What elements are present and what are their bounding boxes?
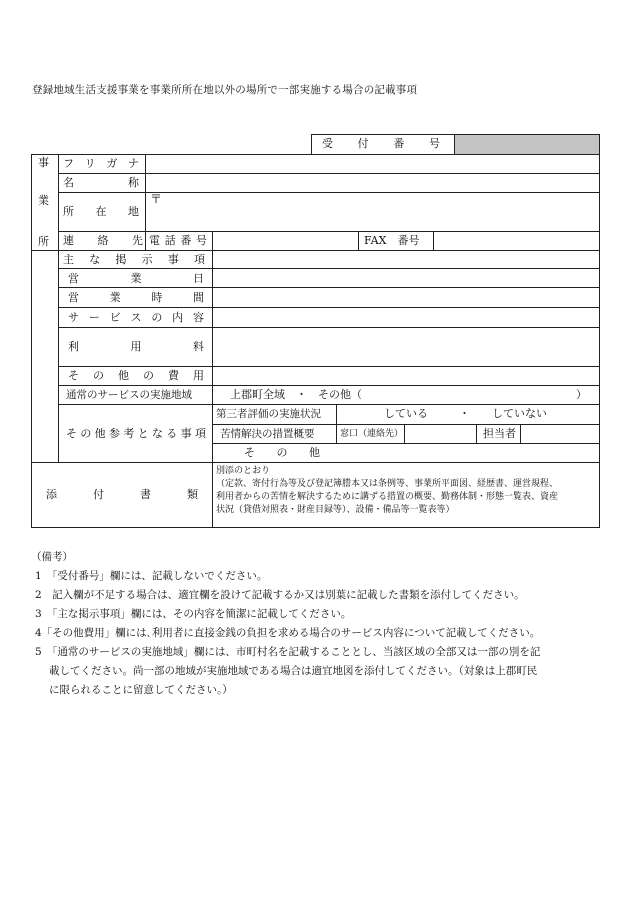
phone-label: 電 話 番 号 (149, 234, 207, 247)
service-content-label: サ ー ビ ス の 内 容 (68, 311, 204, 324)
attachment-label: 添 付 書 類 (46, 488, 198, 501)
service-area-label: 通常のサービスの実施地域 (66, 389, 192, 401)
attachment-line-2: （定款、寄付行為等及び登記簿謄本又は条例等、事業所平面図、経歴書、運営規程、 (216, 479, 559, 489)
note-2: 2 記入欄が不足する場合は、適宜欄を設けて記載するか又は別葉に記載した書類を添付してください。 (35, 589, 525, 601)
fee-label: 利 用 料 (68, 340, 204, 353)
not-done-option[interactable]: していない (492, 407, 547, 420)
attachment-line-1: 別添のとおり (216, 466, 271, 476)
phone-field[interactable] (213, 232, 358, 250)
furigana-field[interactable] (146, 155, 599, 173)
note-4: 4「その他費用」欄には､利用者に直接金銭の負担を求める場合のサービス内容について記載してください。 (35, 627, 541, 639)
business-section-label: 事 (38, 156, 49, 169)
business-hours-label: 営 業 時 間 (68, 291, 204, 304)
address-label: 所 在 地 (63, 205, 139, 218)
fax-field[interactable] (434, 232, 599, 250)
person-in-charge-label: 担当者 (483, 427, 516, 440)
other-reference-label: そ の 他 参 考 と な る 事 項 (66, 427, 206, 440)
fax-label: FAX 番号 (364, 234, 420, 247)
business-section-label-2: 業 (38, 194, 49, 207)
note-5b: 載してください。尚一部の地域が実施地域である場合は適宜地図を添付してください。（対象は上郡町民 (49, 665, 538, 677)
third-party-eval-label: 第三者評価の実施状況 (216, 408, 321, 420)
main-notices-label: 主 な 掲 示 事 項 (63, 253, 205, 266)
attachment-line-4: 状況（貸借対照表・財産目録等）、設備・備品等一覧表等） (216, 505, 455, 515)
document-title: 登録地域生活支援事業を事業所所在地以外の場所で一部実施する場合の記載事項 (32, 84, 418, 96)
receipt-number-field[interactable] (455, 135, 599, 154)
receipt-number-label: 受 付 番 号 (322, 137, 440, 150)
service-area-close: ） (576, 388, 587, 401)
other-label: そ の 他 (244, 446, 320, 459)
service-area-value: 上郡町全域 ・ その他（ (230, 388, 362, 401)
address-field[interactable] (160, 193, 599, 231)
complaint-label: 苦情解決の措置概要 (220, 428, 315, 440)
name-label: 名 称 (63, 176, 139, 189)
contact-label: 連 絡 先 (63, 234, 143, 247)
note-5a: 5 「通常のサービスの実施地域」欄には、市町村名を記載することとし、当該区域の全部又は一部の別を記 (35, 646, 541, 658)
business-section-label-3: 所 (38, 235, 49, 248)
business-days-label: 営 業 日 (68, 272, 204, 285)
note-1: 1 「受付番号」欄には、記載しないでください。 (35, 570, 268, 582)
note-3: 3 「主な掲示事項」欄には、その内容を簡潔に記載してください。 (35, 608, 352, 620)
note-5c: に限られることに留意してください。） (49, 684, 233, 696)
name-field[interactable] (146, 174, 599, 192)
window-contact-label: 窓口（連絡先） (340, 429, 404, 439)
person-in-charge-field[interactable] (521, 425, 599, 443)
other-cost-label: そ の 他 の 費 用 (68, 369, 204, 382)
window-contact-field[interactable] (405, 425, 476, 443)
done-option[interactable]: している (384, 407, 428, 420)
option-separator: ・ (459, 407, 470, 420)
notes-header: （備考） (31, 551, 73, 563)
postal-mark: 〒 (150, 192, 163, 206)
furigana-label: フ リ ガ ナ (63, 157, 139, 170)
attachment-line-3: 利用者からの苦情を解決するために講ずる措置の概要、勤務体制・形態一覧表、資産 (216, 492, 559, 502)
